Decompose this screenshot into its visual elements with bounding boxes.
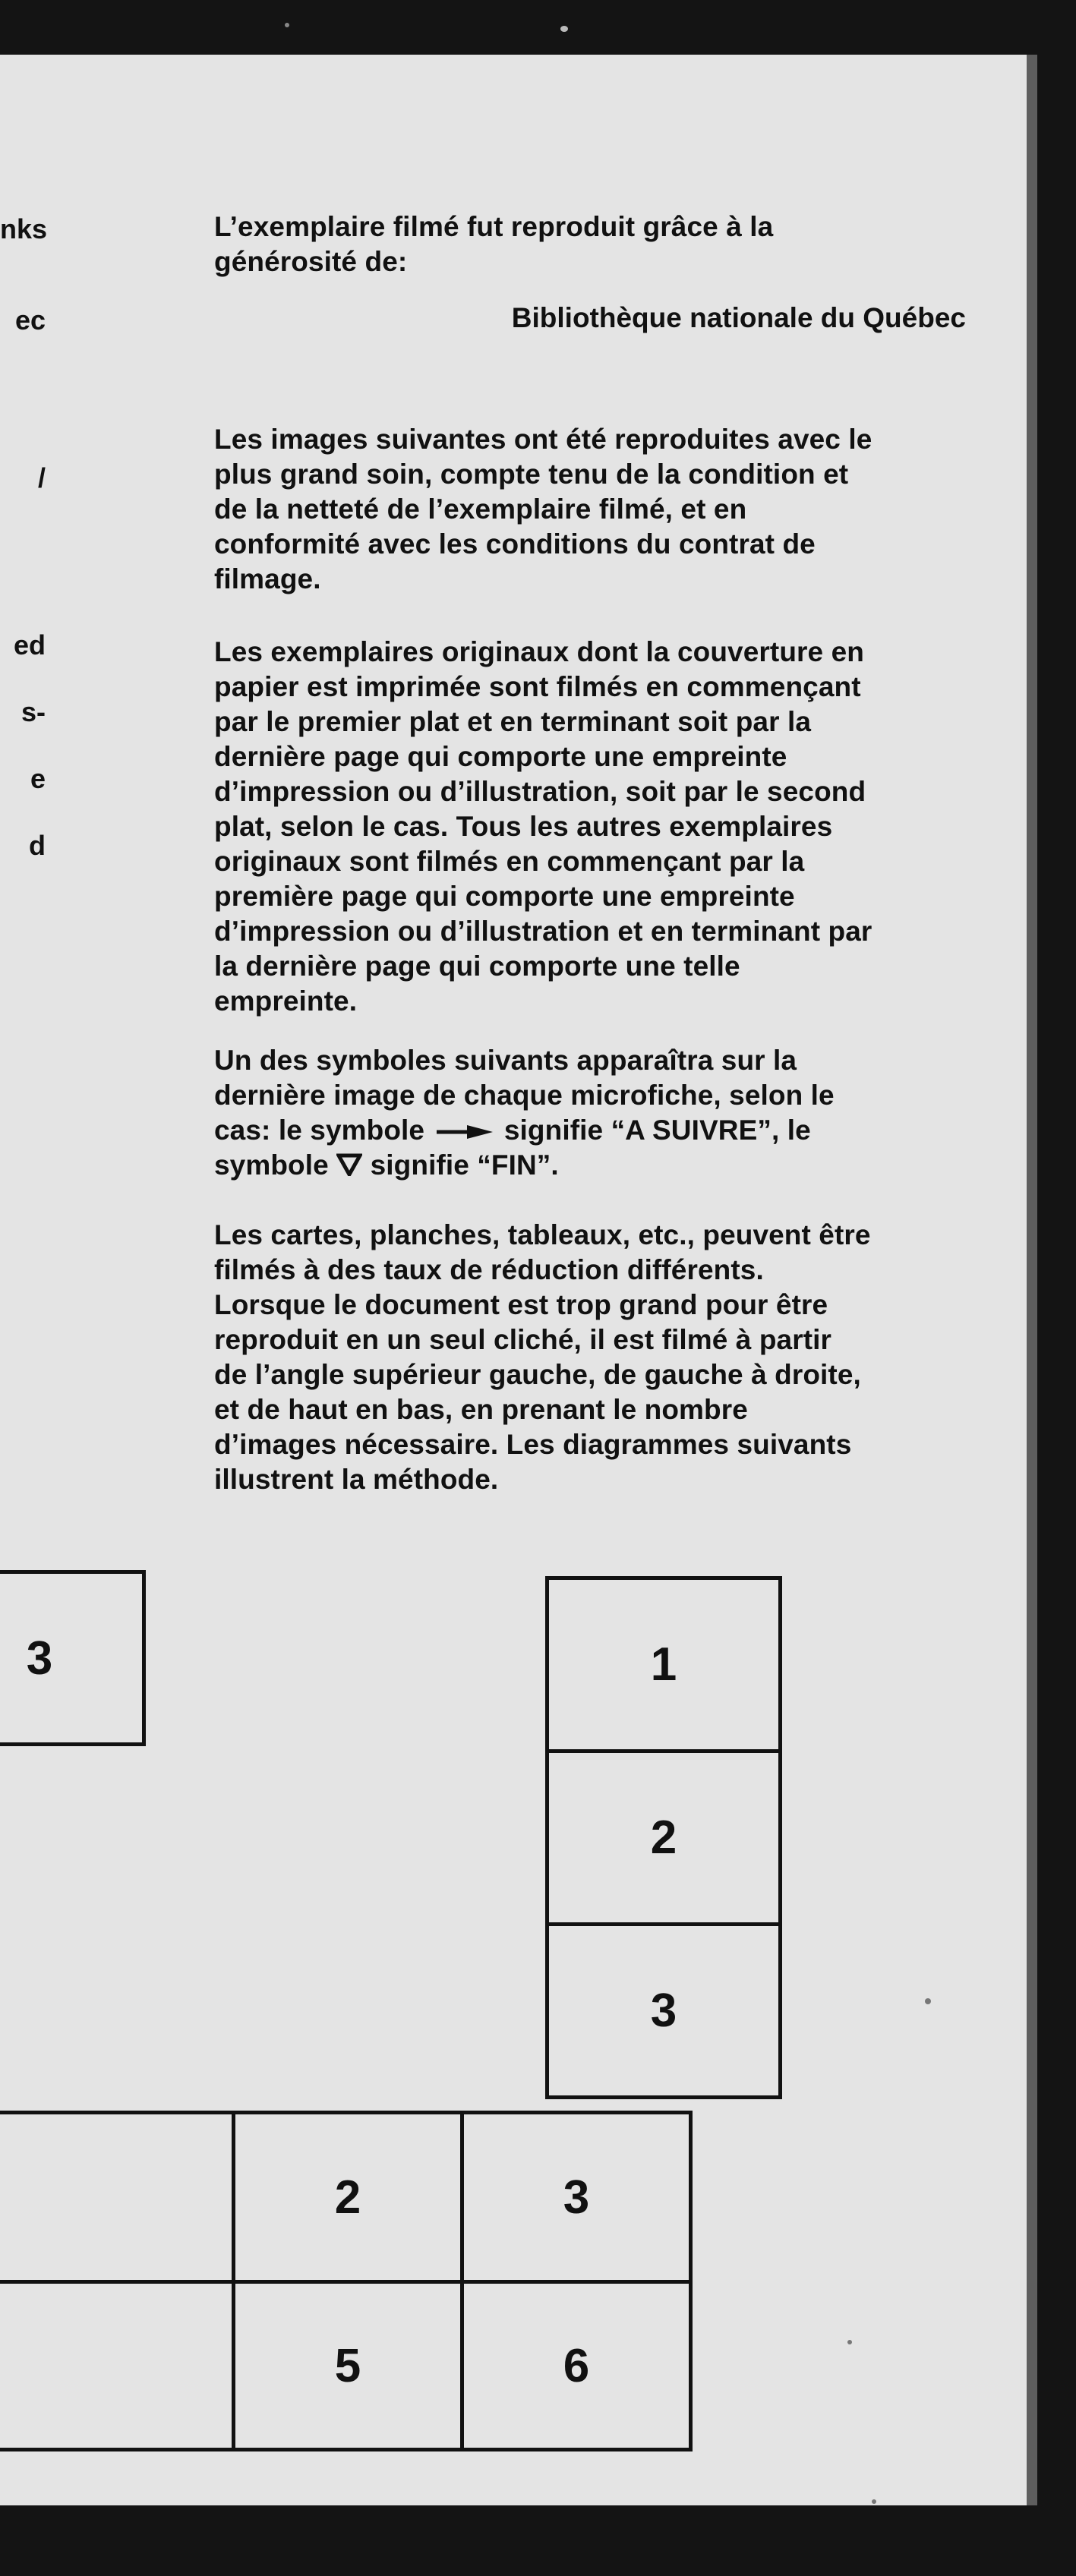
scan-speck bbox=[560, 26, 568, 32]
paragraph-4 bbox=[214, 1218, 973, 1497]
diagram-grid-label: 3 bbox=[563, 2171, 590, 2224]
diagram-grid-cell-partial-top bbox=[0, 2111, 235, 2284]
paragraph-2-line: d’impression ou d’illustration, soit par le second bbox=[214, 776, 866, 807]
paragraph-4-line: de l’angle supérieur gauche, de gauche à droite, bbox=[214, 1359, 861, 1390]
diagram-column-cell-3 bbox=[545, 1922, 782, 2099]
paragraph-1-line: conformité avec les conditions du contrat de bbox=[214, 528, 816, 560]
institution-name: Bibliothèque nationale du Québec bbox=[511, 302, 966, 333]
diagram-grid-cell-3 bbox=[460, 2111, 693, 2284]
triangle-down-icon bbox=[336, 1153, 362, 1176]
diagram-grid-label: 2 bbox=[334, 2171, 361, 2224]
paragraph-2 bbox=[214, 635, 973, 1019]
paragraph-2-line: dernière page qui comporte une empreinte bbox=[214, 741, 787, 772]
paragraph-2-line: la dernière page qui comporte une telle bbox=[214, 951, 740, 982]
paragraph-3-line: Un des symboles suivants apparaîtra sur la bbox=[214, 1045, 797, 1076]
diagram-grid-cell-partial-bottom bbox=[0, 2280, 235, 2451]
left-fragment-5: s- bbox=[21, 696, 46, 727]
symbol-intro: cas: le symbole bbox=[214, 1115, 425, 1146]
paragraph-1-line: filmage. bbox=[214, 563, 321, 594]
diagram-grid-label: 5 bbox=[334, 2339, 361, 2392]
paragraph-4-line: et de haut en bas, en prenant le nombre bbox=[214, 1394, 748, 1425]
paragraph-2-line: plat, selon le cas. Tous les autres exemplaires bbox=[214, 811, 833, 842]
paragraph-1-line: plus grand soin, compte tenu de la condition et bbox=[214, 459, 849, 490]
heading-line-2: générosité de: bbox=[214, 246, 408, 277]
scan-speck bbox=[872, 2499, 876, 2504]
heading-line-1: L’exemplaire filmé fut reproduit grâce à la bbox=[214, 211, 774, 242]
diagram-grid-label: 6 bbox=[563, 2339, 590, 2392]
symbol-intro: symbole bbox=[214, 1149, 329, 1181]
diagram-column-cell-1 bbox=[545, 1576, 782, 1753]
paragraph-4-line: Lorsque le document est trop grand pour être bbox=[214, 1289, 828, 1320]
paragraph-3-line bbox=[214, 1148, 973, 1183]
paragraph-4-line: Les cartes, planches, tableaux, etc., peuvent être bbox=[214, 1219, 871, 1250]
diagram-partial-box bbox=[0, 1570, 146, 1746]
paragraph-2-line: d’impression ou d’illustration et en terminant par bbox=[214, 916, 872, 947]
paragraph-2-line: papier est imprimée sont filmés en commençant bbox=[214, 671, 861, 702]
paragraph-3-line: dernière image de chaque microfiche, selon le bbox=[214, 1080, 835, 1111]
page-edge-shadow bbox=[1027, 55, 1037, 2505]
heading-block bbox=[214, 210, 973, 279]
scanned-page bbox=[0, 55, 1027, 2505]
diagram-column-label: 1 bbox=[650, 1638, 677, 1691]
diagram-grid-cell-6 bbox=[460, 2280, 693, 2451]
paragraph-1 bbox=[214, 422, 973, 597]
scan-speck bbox=[925, 1998, 931, 2004]
paragraph-1-line: Les images suivantes ont été reproduites avec le bbox=[214, 424, 872, 455]
diagram-grid-cell-2 bbox=[232, 2111, 464, 2284]
left-fragment-2: ec bbox=[14, 304, 46, 336]
end-meaning: signifie “FIN”. bbox=[370, 1149, 559, 1181]
scan-speck bbox=[847, 2340, 852, 2344]
diagram-partial-label: 3 bbox=[26, 1632, 53, 1685]
diagram-column-label: 2 bbox=[650, 1811, 677, 1864]
paragraph-3-line bbox=[214, 1113, 973, 1148]
arrow-right-icon bbox=[432, 1124, 496, 1140]
paragraph-4-line: filmés à des taux de réduction différents. bbox=[214, 1254, 764, 1285]
left-fragment-7: d bbox=[29, 830, 46, 861]
diagram-grid-cell-5 bbox=[232, 2280, 464, 2451]
left-fragment-6: e bbox=[30, 763, 46, 794]
scan-speck bbox=[285, 23, 289, 27]
continued-meaning: signifie “A SUIVRE”, le bbox=[503, 1115, 811, 1146]
paragraph-4-line: reproduit en un seul cliché, il est filmé à partir bbox=[214, 1324, 832, 1355]
paragraph-2-line: par le premier plat et en terminant soit par la bbox=[214, 706, 812, 737]
diagram-column-label: 3 bbox=[650, 1985, 677, 2037]
left-fragment-4: ed bbox=[13, 629, 46, 661]
paragraph-2-line: Les exemplaires originaux dont la couverture en bbox=[214, 636, 864, 667]
left-fragment-3: / bbox=[37, 462, 46, 493]
paragraph-2-line: originaux sont filmés en commençant par la bbox=[214, 846, 805, 877]
diagram-column-cell-2 bbox=[545, 1749, 782, 1926]
paragraph-2-line: première page qui comporte une empreinte bbox=[214, 881, 795, 912]
paragraph-3 bbox=[214, 1043, 973, 1183]
left-fragment-1: nks bbox=[0, 213, 48, 244]
paragraph-4-line: illustrent la méthode. bbox=[214, 1464, 499, 1495]
paragraph-1-line: de la netteté de l’exemplaire filmé, et en bbox=[214, 493, 747, 525]
paragraph-2-line: empreinte. bbox=[214, 985, 358, 1017]
paragraph-4-line: d’images nécessaire. Les diagrammes suivants bbox=[214, 1429, 852, 1460]
